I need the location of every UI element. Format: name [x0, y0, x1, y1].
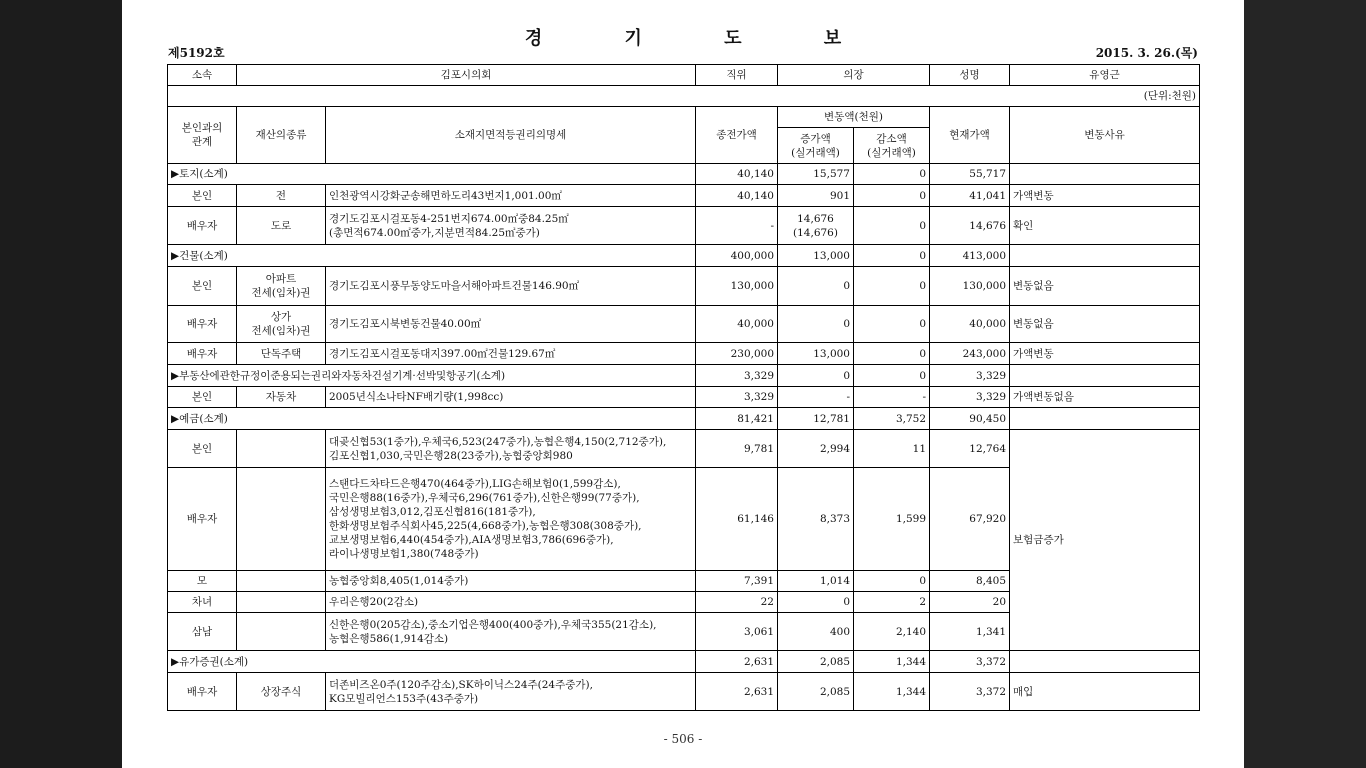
subtotal-dec: 3,752 — [854, 408, 930, 430]
subtotal-dec: 0 — [854, 164, 930, 185]
affiliation-label: 소속 — [168, 65, 237, 86]
cell-relation: 배우자 — [168, 306, 237, 343]
cell-type: 아파트 전세(임차)권 — [237, 267, 326, 306]
subtotal-inc: 12,781 — [778, 408, 854, 430]
header-row-1 — [168, 107, 1200, 128]
page-number: - 506 - — [663, 732, 703, 746]
subtotal-cur: 413,000 — [930, 245, 1010, 267]
col-decrease: 감소액 (실거래액) — [854, 128, 930, 164]
cell-desc: 경기도김포시걸포동대지397.00㎡건물129.67㎡ — [326, 343, 696, 365]
cell-reason: 가액변동 — [1010, 343, 1200, 365]
cell-desc: 더존비즈온0주(120주감소),SK하이닉스24주(24주중가), KG모빌리언스153주(43주중가) — [326, 673, 696, 711]
cell-cur: 1,341 — [930, 613, 1010, 651]
subtotal-cur: 90,450 — [930, 408, 1010, 430]
subtotal-label: ▶예금(소계) — [168, 408, 696, 430]
cell-dec: - — [854, 387, 930, 408]
cell-desc: 농협중앙회8,405(1,014중가) — [326, 571, 696, 592]
cell-prev: 40,140 — [696, 185, 778, 207]
cell-prev: 230,000 — [696, 343, 778, 365]
table-row — [168, 267, 1200, 306]
cell-dec: 2 — [854, 592, 930, 613]
cell-type — [237, 430, 326, 468]
cell-prev: 22 — [696, 592, 778, 613]
cell-inc: 14,676 (14,676) — [778, 207, 854, 245]
subtotal-prev: 2,631 — [696, 651, 778, 673]
subtotal-reason — [1010, 365, 1200, 387]
cell-relation: 배우자 — [168, 343, 237, 365]
asset-disclosure-table — [167, 64, 1200, 711]
col-location: 소재지면적등권리의명세 — [326, 107, 696, 164]
cell-prev: 3,061 — [696, 613, 778, 651]
cell-prev: 61,146 — [696, 468, 778, 571]
cell-dec: 11 — [854, 430, 930, 468]
position-value: 의장 — [778, 65, 930, 86]
cell-cur: 8,405 — [930, 571, 1010, 592]
cell-prev: 3,329 — [696, 387, 778, 408]
cell-reason: 매입 — [1010, 673, 1200, 711]
subtotal-label: ▶건물(소계) — [168, 245, 696, 267]
name-label: 성명 — [930, 65, 1010, 86]
cell-type — [237, 613, 326, 651]
cell-relation: 배우자 — [168, 468, 237, 571]
cell-type: 전 — [237, 185, 326, 207]
subtotal-inc: 2,085 — [778, 651, 854, 673]
cell-relation: 모 — [168, 571, 237, 592]
cell-cur: 67,920 — [930, 468, 1010, 571]
cell-dec: 0 — [854, 306, 930, 343]
cell-type: 상장주식 — [237, 673, 326, 711]
cell-dec: 0 — [854, 571, 930, 592]
cell-type — [237, 571, 326, 592]
cell-relation: 본인 — [168, 185, 237, 207]
subtotal-cur: 3,329 — [930, 365, 1010, 387]
unit-label: (단위:천원) — [168, 86, 1200, 107]
unit-row — [168, 86, 1200, 107]
col-change: 변동액(천원) — [778, 107, 930, 128]
table-row — [168, 306, 1200, 343]
cell-cur: 3,372 — [930, 673, 1010, 711]
cell-cur: 12,764 — [930, 430, 1010, 468]
cell-cur: 130,000 — [930, 267, 1010, 306]
cell-reason: 확인 — [1010, 207, 1200, 245]
subtotal-reason — [1010, 408, 1200, 430]
subtotal-prev: 400,000 — [696, 245, 778, 267]
cell-reason: 보험금증가 — [1010, 430, 1200, 651]
issue-date: 2015. 3. 26.(목) — [1095, 46, 1198, 60]
cell-inc: 2,085 — [778, 673, 854, 711]
subtotal-inc: 15,577 — [778, 164, 854, 185]
cell-reason: 변동없음 — [1010, 267, 1200, 306]
subtotal-reason — [1010, 651, 1200, 673]
affiliation-value: 김포시의회 — [237, 65, 696, 86]
cell-relation: 배우자 — [168, 673, 237, 711]
cell-cur: 41,041 — [930, 185, 1010, 207]
cell-relation: 차녀 — [168, 592, 237, 613]
col-prev-value: 종전가액 — [696, 107, 778, 164]
cell-inc: 0 — [778, 306, 854, 343]
subtotal-row-deposit — [168, 408, 1200, 430]
info-row — [168, 65, 1200, 86]
cell-relation: 배우자 — [168, 207, 237, 245]
cell-dec: 1,344 — [854, 673, 930, 711]
cell-cur: 20 — [930, 592, 1010, 613]
cell-inc: 0 — [778, 592, 854, 613]
subtotal-inc: 13,000 — [778, 245, 854, 267]
subtotal-row-land — [168, 164, 1200, 185]
cell-prev: 9,781 — [696, 430, 778, 468]
cell-type — [237, 592, 326, 613]
subtotal-prev: 40,140 — [696, 164, 778, 185]
cell-inc: 0 — [778, 267, 854, 306]
cell-dec: 0 — [854, 185, 930, 207]
cell-desc: 2005년식소나타NF배기량(1,998cc) — [326, 387, 696, 408]
table-row — [168, 430, 1200, 468]
cell-prev: - — [696, 207, 778, 245]
table-row — [168, 343, 1200, 365]
cell-prev: 40,000 — [696, 306, 778, 343]
subtotal-label: ▶토지(소계) — [168, 164, 696, 185]
subtotal-inc: 0 — [778, 365, 854, 387]
subtotal-dec: 1,344 — [854, 651, 930, 673]
subtotal-dec: 0 — [854, 365, 930, 387]
table-row — [168, 207, 1200, 245]
gazette-title: 경 기 도 보 — [524, 28, 880, 49]
cell-desc: 스탠다드차타드은행470(464중가),LIG손해보험0(1,599감소), 국민은행88(16중가),우체국6,296(761중가),신한은행99(77중가), 삼성생명보험3,012,김포신협816(181중가), 한화생명보험주식회사45,225(4,668중가),농협은행308(308중가), 교보생명보험6,440(454중가),AIA생명보험3,786(696중가), 라이나생명보험1,380(748중가) — [326, 468, 696, 571]
cell-relation: 삼남 — [168, 613, 237, 651]
cell-desc: 대곶신협53(1중가),우체국6,523(247중가),농협은행4,150(2,712중가), 김포신협1,030,국민은행28(23중가),농협중앙회980 — [326, 430, 696, 468]
cell-cur: 14,676 — [930, 207, 1010, 245]
cell-desc: 경기도김포시풍무동양도마을서해아파트건물146.90㎡ — [326, 267, 696, 306]
table-row — [168, 387, 1200, 408]
cell-inc: 400 — [778, 613, 854, 651]
cell-dec: 0 — [854, 267, 930, 306]
cell-type: 도로 — [237, 207, 326, 245]
document-page — [122, 0, 1244, 768]
cell-relation: 본인 — [168, 430, 237, 468]
col-current-value: 현재가액 — [930, 107, 1010, 164]
cell-inc: 13,000 — [778, 343, 854, 365]
col-increase: 증가액 (실거래액) — [778, 128, 854, 164]
cell-desc: 경기도김포시걸포동4-251번지674.00㎡중84.25㎡ (총면적674.00㎡중가,지분면적84.25㎡중가) — [326, 207, 696, 245]
subtotal-prev: 3,329 — [696, 365, 778, 387]
issue-number: 제5192호 — [168, 46, 225, 60]
cell-cur: 40,000 — [930, 306, 1010, 343]
col-reason: 변동사유 — [1010, 107, 1200, 164]
cell-reason: 가액변동 — [1010, 185, 1200, 207]
cell-cur: 243,000 — [930, 343, 1010, 365]
cell-inc: 901 — [778, 185, 854, 207]
subtotal-reason — [1010, 245, 1200, 267]
position-label: 직위 — [696, 65, 778, 86]
cell-dec: 1,599 — [854, 468, 930, 571]
cell-relation: 본인 — [168, 267, 237, 306]
col-relation: 본인과의 관계 — [168, 107, 237, 164]
cell-reason: 가액변동없음 — [1010, 387, 1200, 408]
cell-inc: 2,994 — [778, 430, 854, 468]
name-value: 유영근 — [1010, 65, 1200, 86]
cell-type: 단독주택 — [237, 343, 326, 365]
left-margin — [0, 0, 122, 768]
cell-type — [237, 468, 326, 571]
cell-prev: 2,631 — [696, 673, 778, 711]
cell-cur: 3,329 — [930, 387, 1010, 408]
cell-dec: 0 — [854, 207, 930, 245]
cell-inc: 1,014 — [778, 571, 854, 592]
cell-type: 상가 전세(임차)권 — [237, 306, 326, 343]
subtotal-reason — [1010, 164, 1200, 185]
subtotal-dec: 0 — [854, 245, 930, 267]
table-row — [168, 185, 1200, 207]
cell-desc: 신한은행0(205감소),중소기업은행400(400중가),우체국355(21감소), 농협은행586(1,914감소) — [326, 613, 696, 651]
subtotal-cur: 55,717 — [930, 164, 1010, 185]
cell-desc: 경기도김포시북변동건물40.00㎡ — [326, 306, 696, 343]
cell-desc: 우리은행20(2감소) — [326, 592, 696, 613]
cell-desc: 인천광역시강화군송해면하도리43번지1,001.00㎡ — [326, 185, 696, 207]
cell-prev: 130,000 — [696, 267, 778, 306]
cell-type: 자동차 — [237, 387, 326, 408]
cell-inc: 8,373 — [778, 468, 854, 571]
col-asset-type: 재산의종류 — [237, 107, 326, 164]
subtotal-row-vehicle — [168, 365, 1200, 387]
subtotal-label: ▶부동산에관한규정이준용되는권리와자동차건설기계·선박및항공기(소계) — [168, 365, 696, 387]
subtotal-row-building — [168, 245, 1200, 267]
cell-reason: 변동없음 — [1010, 306, 1200, 343]
cell-prev: 7,391 — [696, 571, 778, 592]
table-row — [168, 673, 1200, 711]
cell-relation: 본인 — [168, 387, 237, 408]
subtotal-prev: 81,421 — [696, 408, 778, 430]
subtotal-label: ▶유가증권(소계) — [168, 651, 696, 673]
subtotal-row-securities — [168, 651, 1200, 673]
cell-dec: 0 — [854, 343, 930, 365]
right-margin — [1244, 0, 1366, 768]
subtotal-cur: 3,372 — [930, 651, 1010, 673]
cell-inc: - — [778, 387, 854, 408]
cell-dec: 2,140 — [854, 613, 930, 651]
